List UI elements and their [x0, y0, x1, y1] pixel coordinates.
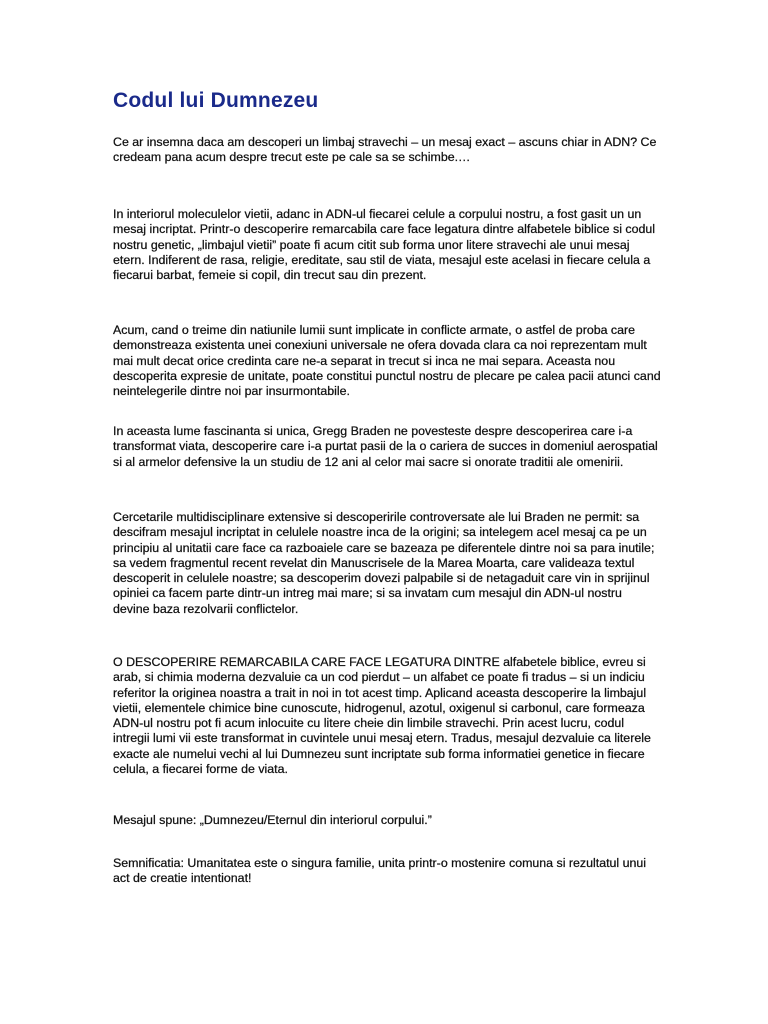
paragraph-dna-message: In interiorul moleculelor vietii, adanc in ADN-ul fiecarei celule a corpului nostru, a fost gasit un un mesaj incriptat. Printr-o descoperire remarcabila care face legatura dintre alfabetele biblice si codul nostru genetic, „limbajul vietii” poate fi acum citit sub forma unor litere stravechi ale unui mesaj etern. Indiferent de rasa, religie, ereditate, sau stil de viata, mesajul este acelasi in fiecare celula a fiecarui barbat, femeie si copil, din trecut sau din prezent.	[113, 207, 656, 283]
paragraph-meaning: Semnificatia: Umanitatea este o singura familie, unita printr-o mostenire comuna si rezultatul unui act de creatie intentionat!	[113, 856, 647, 886]
paragraph-discovery: O DESCOPERIRE REMARCABILA CARE FACE LEGATURA DINTRE alfabetele biblice, evreu si arab, si chimia moderna dezvaluie ca un cod pierdut – un alfabet ce poate fi tradus – si un indiciu referitor la originea noastra a trait in noi in tot acest timp. Aplicand aceasta descoperire la limbajul vietii, elementele chimice bine cunoscute, hidrogenul, azotul, oxigenul si carbonul, care formeaza ADN-ul nostru pot fi acum inlocuite cu litere cheie din limbile stravechi. Prin acest lucru, codul intregii lumi vii este transformat in cuvintele unui mesaj etern. Tradus, mesajul dezvaluie ca literele exacte ale numelui vechi al lui Dumnezeu sunt incriptate sub forma informatiei genetice in fiecare celula, a fiecarei forme de viata.	[113, 655, 651, 777]
paragraph-braden-story: In aceasta lume fascinanta si unica, Gregg Braden ne povesteste despre descoperirea care i-a transformat viata, descoperire care i-a purtat pasii de la o cariera de succes in domeniul aerospatial si al armelor defensive la un studiu de 12 ani al celor mai sacre si onorate traditii ale omenirii.	[113, 424, 658, 469]
paragraph-message: Mesajul spune: „Dumnezeu/Eternul din interiorul corpului.”	[113, 813, 432, 827]
page-title: Codul lui Dumnezeu	[113, 89, 319, 112]
paragraph-research: Cercetarile multidisciplinare extensive si descoperirile controversate ale lui Braden ne permit: sa descifram mesajul incriptat in celulele noastre inca de la origini; sa intelegem acel mesaj ca pe un principiu al unitatii care face ca razboaiele care se bazeaza pe diferentele dintre noi sa para inutile; sa vedem fragmentul recent revelat din Manuscrisele de la Marea Moarta, care valideaza textul descoperit in celulele noastre; sa descoperim dovezi palpabile si de netagaduit care vin in sprijinul opiniei ca facem parte dintr-un intreg mai mare; si sa invatam cum mesajul din ADN-ul nostru devine baza rezolvarii conflictelor.	[113, 510, 655, 616]
paragraph-intro: Ce ar insemna daca am descoperi un limbaj stravechi – un mesaj exact – ascuns chiar in ADN? Ce credeam pana acum despre trecut este pe cale sa se schimbe.…	[113, 135, 657, 165]
paragraph-unity: Acum, cand o treime din natiunile lumii sunt implicate in conflicte armate, o astfel de proba care demonstreaza existenta unei conexiuni universale ne ofera dovada clara ca noi reprezentam mult mai mult decat orice credinta care ne-a separat in trecut si inca ne mai separa. Aceasta nou descoperita expresie de unitate, poate constitui punctul nostru de plecare pe calea pacii atunci cand neintelegerile dintre noi par insurmontabile.	[113, 323, 661, 399]
